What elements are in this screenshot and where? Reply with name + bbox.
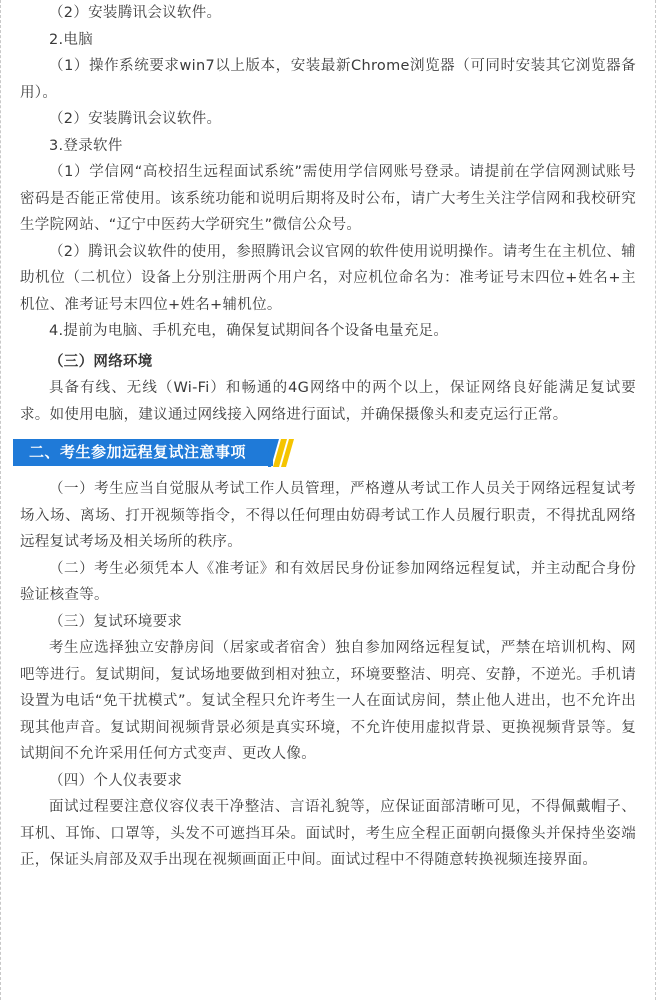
section-title: 二、考生参加远程复试注意事项 [29, 443, 247, 461]
paragraph-environment-heading: （三）复试环境要求 [49, 613, 183, 630]
paragraph-pc-install: （2）安装腾讯会议软件。 [49, 111, 222, 127]
paragraph-login-heading: 3.登录软件 [49, 137, 123, 154]
section-banner [13, 436, 636, 470]
paragraph-appearance: 面试过程要注意仪容仪表干净整洁、言语礼貌等，应保证面部清晰可见，不得佩戴帽子、耳机、耳饰、口罩等，头发不可遮挡耳朵。面试时，考生应全程正面朝向摄像头并保持坐姿端正，保证头肩部及双手出现在视频画面正中间。面试过程中不得随意转换视频连接界面。 [20, 799, 636, 868]
article-body [20, 0, 636, 874]
paragraph-login-chsi: （1）学信网“高校招生远程面试系统”需使用学信网账号登录。请提前在学信网测试账号密码是否能正常使用。该系统功能和说明后期将及时公布，请广大考生关注学信网和我校研究生学院网站、“辽宁中医药大学研究生”微信公众号。 [20, 164, 636, 233]
paragraph-network: 具备有线、无线（Wi-Fi）和畅通的4G网络中的两个以上，保证网络良好能满足复试要求。如使用电脑，建议通过网线接入网络进行面试，并确保摄像头和麦克运行正常。 [20, 380, 636, 423]
paragraph-pc-os: （1）操作系统要求win7以上版本，安装最新Chrome浏览器（可同时安装其它浏览器备用）。 [20, 58, 636, 101]
paragraph-environment: 考生应选择独立安静房间（居家或者宿舍）独自参加网络远程复试，严禁在培训机构、网吧等进行。复试期间，复试场地要做到相对独立，环境要整洁、明亮、安静，不逆光。手机请设置为电话“免干扰模式”。复试全程只允许考生一人在面试房间，禁止他人进出，也不允许出现其他声音。复试期间视频背景必须是真实环境，不允许使用虚拟背景、更换视频背景等。复试期间不允许采用任何方式变声、更改人像。 [20, 640, 636, 762]
paragraph-obey-staff: （一）考生应当自觉服从考试工作人员管理，严格遵从考试工作人员关于网络远程复试考场入场、离场、打开视频等指令，不得以任何理由妨碍考试工作人员履行职责，不得扰乱网络远程复试考场及相关场所的秩序。 [20, 481, 636, 550]
paragraph-appearance-heading: （四）个人仪表要求 [49, 772, 183, 789]
paragraph-login-tencent: （2）腾讯会议软件的使用，参照腾讯会议官网的软件使用说明操作。请考生在主机位、辅助机位（二机位）设备上分别注册两个用户名，对应机位命名为：准考证号末四位+姓名+主机位、准考证号末四位+姓名+辅机位。 [20, 243, 636, 313]
network-heading: （三）网络环境 [49, 353, 153, 370]
paragraph-admission-ticket: （二）考生必须凭本人《准考证》和有效居民身份证参加网络远程复试，并主动配合身份验证核查等。 [20, 560, 636, 603]
paragraph-pc-heading: 2.电脑 [49, 31, 94, 48]
slash-stripes-icon [268, 437, 298, 469]
paragraph-phone-install: （2）安装腾讯会议软件。 [49, 5, 222, 21]
paragraph-charge-devices: 4.提前为电脑、手机充电，确保复试期间各个设备电量充足。 [49, 323, 449, 339]
